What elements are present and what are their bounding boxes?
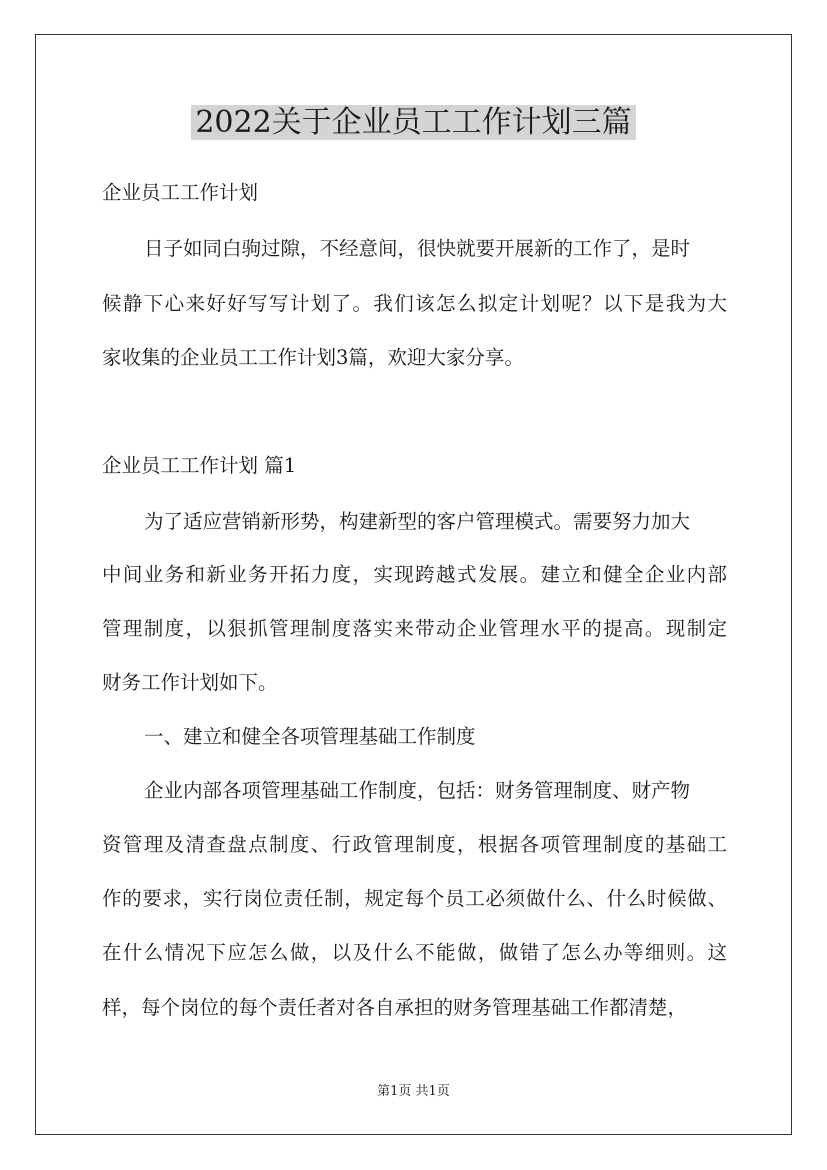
paragraph-line: 资管理及清查盘点制度、行政管理制度，根据各项管理制度的基础工 xyxy=(102,833,727,856)
paragraph-line: 在什么情况下应怎么做，以及什么不能做，做错了怎么办等细则。这 xyxy=(102,941,727,964)
paragraph-line: 财务工作计划如下。 xyxy=(102,671,278,694)
paragraph-line: 家收集的企业员工工作计划3篇，欢迎大家分享。 xyxy=(102,346,524,369)
paragraph-line: 管理制度，以狠抓管理制度落实来带动企业管理水平的提高。现制定 xyxy=(102,617,727,640)
paragraph-line: 为了适应营销新形势，构建新型的客户管理模式。需要努力加大 xyxy=(144,510,691,533)
paragraph-line: 中间业务和新业务开拓力度，实现跨越式发展。建立和健全企业内部 xyxy=(102,563,727,586)
paragraph-line: 日子如同白驹过隙，不经意间，很快就要开展新的工作了，是时 xyxy=(144,237,691,260)
paragraph-line: 样，每个岗位的每个责任者对各自承担的财务管理基础工作都清楚， xyxy=(102,996,688,1019)
paragraph-line: 候静下心来好好写写计划了。我们该怎么拟定计划呢？以下是我为大 xyxy=(102,292,727,315)
paragraph-line: 作的要求，实行岗位责任制，规定每个员工必须做什么、什么时候做、 xyxy=(102,887,727,910)
page-number-footer: 第1页 共1页 xyxy=(377,1084,450,1099)
section-heading: 企业员工工作计划 篇1 xyxy=(102,454,297,477)
section-heading: 企业员工工作计划 xyxy=(102,181,259,204)
subsection-heading: 一、建立和健全各项管理基础工作制度 xyxy=(144,725,476,748)
document-title xyxy=(0,101,827,145)
paragraph-line: 企业内部各项管理基础工作制度，包括：财务管理制度、财产物 xyxy=(144,779,691,802)
title-text: 2022关于企业员工工作计划三篇 xyxy=(191,105,635,140)
